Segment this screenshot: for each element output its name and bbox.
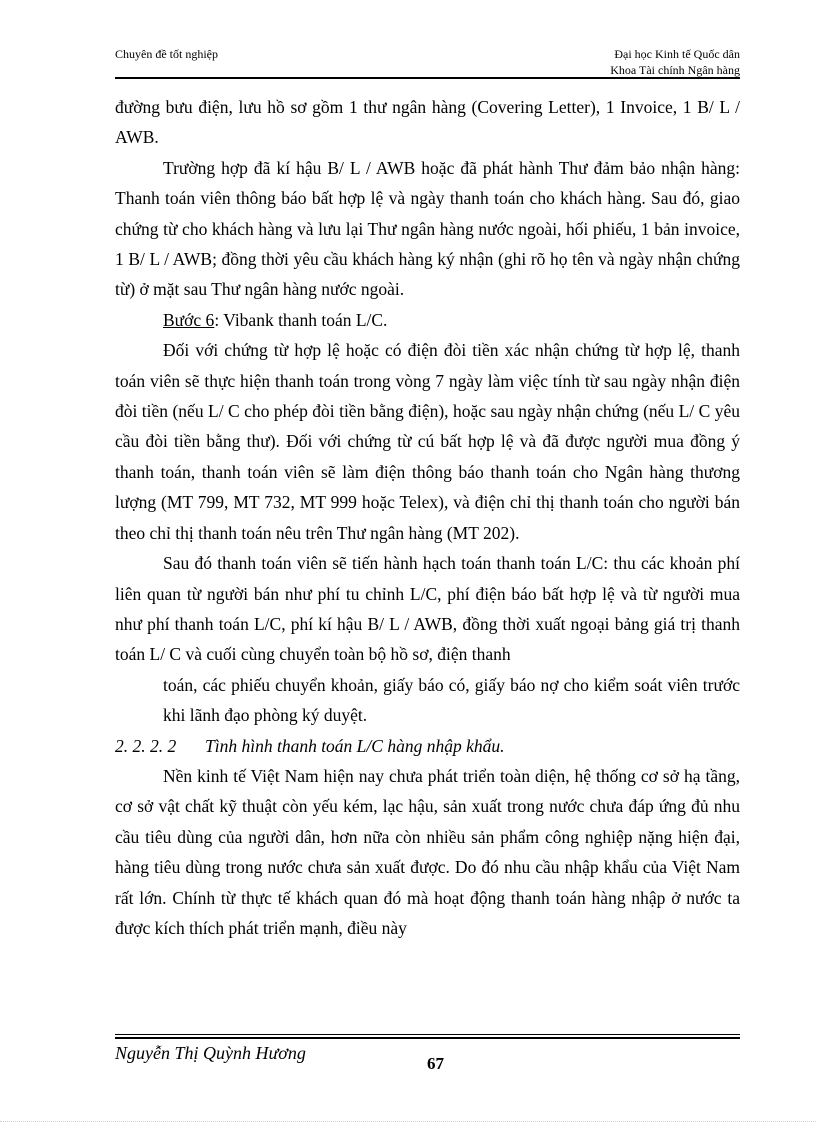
paragraph-import-situation: Nền kinh tế Việt Nam hiện nay chưa phát triển toàn diện, hệ thống cơ sở hạ tầng, cơ sở vật chất kỹ thuật còn yếu kém, lạc hậu, sản xuất trong nước chưa đáp ứng đủ nhu cầu tiêu dùng của người dân, hơn nữa còn nhiều sản phẩm công nghiệp nặng hiện đại, hàng tiêu dùng trong nước chưa sản xuất được. Do đó nhu cầu nhập khẩu của Việt Nam rất lớn. Chính từ thực tế khách quan đó mà hoạt động thanh toán hàng nhập ở nước ta được kích thích phát triển mạnh, điều này	[115, 765, 740, 938]
paragraph-accounting: Sau đó thanh toán viên sẽ tiến hành hạch toán thanh toán L/C: thu các khoản phí liên quan từ người bán như phí tu chỉnh L/C, phí điện báo bất hợp lệ và từ người mua như phí thanh toán L/C, phí kí hậu B/ L / AWB, đồng thời xuất ngoại bảng giá trị thanh toán L/ C và cuối cùng chuyển toàn bộ hồ sơ, điện thanh	[115, 553, 740, 665]
section-number: 2. 2. 2. 2	[115, 735, 177, 756]
page-number: 67	[427, 1054, 444, 1073]
footer-author: Nguyễn Thị Quỳnh Hương	[115, 1043, 306, 1063]
paragraph-valid-documents: Đối với chứng từ hợp lệ hoặc có điện đòi tiền xác nhận chứng từ hợp lệ, thanh toán viên sẽ thực hiện thanh toán trong vòng 7 ngày làm việc tính từ sau ngày nhận điện đòi tiền (nếu L/ C cho phép đòi tiền bằng điện), hoặc sau ngày nhận chứng (nếu L/ C yêu cầu đòi tiền bằng thư). Đối với chứng từ cú bất hợp lệ và đã được người mua đồng ý thanh toán, thanh toán viên sẽ làm điện thông báo thanh toán cho Ngân hàng thương lượng (MT 799, MT 732, MT 999 hoặc Telex), và điện chỉ thị thanh toán cho người bán theo chỉ thị thanh toán nêu trên Thư ngân hàng (MT 202).	[115, 340, 740, 543]
section-title: Tình hình thanh toán L/C hàng nhập khẩu.	[205, 735, 505, 756]
paragraph-covering-letter: đường bưu điện, lưu hồ sơ gồm 1 thư ngân hàng (Covering Letter), 1 Invoice, 1 B/ L / AWB.	[115, 97, 740, 148]
step-6-heading	[115, 305, 740, 335]
header-divider	[115, 77, 740, 79]
footer-divider	[115, 1034, 740, 1040]
paragraph-accounting-continued: toán, các phiếu chuyển khoản, giấy báo có, giấy báo nợ cho kiểm soát viên trước khi lãnh đạo phòng ký duyệt.	[163, 674, 740, 726]
header-institution	[610, 46, 740, 78]
header-document-type: Chuyên đề tốt nghiệp	[115, 47, 218, 61]
step-6-label: Bước 6	[163, 309, 215, 330]
step-6-text: : Vibank thanh toán L/C.	[214, 309, 388, 330]
page-header	[115, 44, 740, 80]
page-edge	[0, 1121, 816, 1122]
header-faculty: Khoa Tài chính Ngân hàng	[610, 63, 740, 77]
header-university: Đại học Kinh tế Quốc dân	[614, 47, 740, 61]
section-heading	[115, 731, 740, 761]
page-body	[115, 92, 740, 943]
paragraph-endorsed-bl: Trường hợp đã kí hậu B/ L / AWB hoặc đã phát hành Thư đảm bảo nhận hàng: Thanh toán viên thông báo bất hợp lệ và ngày thanh toán cho khách hàng. Sau đó, giao chứng từ cho khách hàng và lưu lại Thư ngân hàng nước ngoài, hối phiếu, 1 bản invoice, 1 B/ L / AWB; đồng thời yêu cầu khách hàng ký nhận (ghi rõ họ tên và ngày nhận chứng từ) ở mặt sau Thư ngân hàng nước ngoài.	[115, 157, 740, 300]
